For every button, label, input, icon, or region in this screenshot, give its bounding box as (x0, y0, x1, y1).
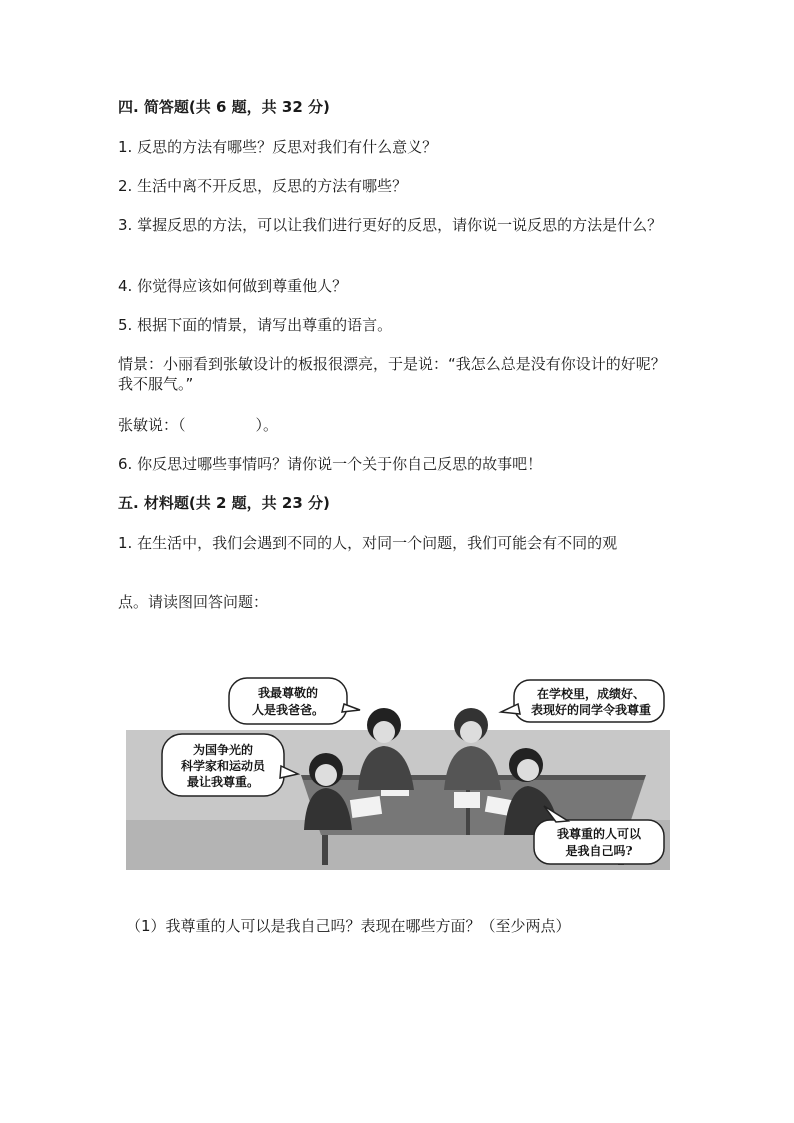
speech-bubble-3 (162, 734, 298, 796)
bubble4-line2: 是我自己吗? (565, 844, 633, 858)
question-6: 6. 你反思过哪些事情吗？请你说一个关于你自己反思的故事吧！ (118, 455, 543, 473)
speech-bubble-1 (229, 678, 360, 724)
material-question-1-line2: 点。请读图回答问题： (118, 593, 269, 611)
sub-question-1: （1）我尊重的人可以是我自己吗？表现在哪些方面？（至少两点） (126, 917, 571, 935)
bubble2-line2: 表现好的同学令我尊重 (530, 703, 652, 717)
bubble3-line2: 科学家和运动员 (180, 759, 266, 773)
answer-line (118, 415, 278, 435)
answer-prefix: 张敏说：（ (118, 416, 186, 434)
speech-bubble-2 (501, 680, 664, 722)
material-question-1-line1: 1. 在生活中，我们会遇到不同的人，对同一个问题，我们可能会有不同的观 (118, 534, 618, 552)
bubble3-line1: 为国争光的 (192, 743, 254, 757)
question-1: 1. 反思的方法有哪些？反思对我们有什么意义？ (118, 138, 438, 156)
bubble3-line3: 最让我尊重。 (186, 775, 260, 789)
bubble1-line1: 我最尊敬的 (257, 686, 319, 700)
section4-heading: 四. 简答题(共 6 题，共 32 分) (118, 98, 330, 116)
bubble1-line2: 人是我爸爸。 (251, 703, 325, 717)
question-2: 2. 生活中离不开反思，反思的方法有哪些？ (118, 177, 408, 195)
scenario-text: 情景：小丽看到张敏设计的板报很漂亮，于是说：“我怎么总是没有你设计的好呢？我不服气。” (118, 355, 666, 393)
bubble2-line1: 在学校里，成绩好、 (536, 687, 646, 701)
bubble4-line1: 我尊重的人可以 (556, 827, 642, 841)
discussion-illustration (126, 670, 670, 870)
section5-heading: 五. 材料题(共 2 题，共 23 分) (118, 494, 330, 512)
question-4: 4. 你觉得应该如何做到尊重他人？ (118, 277, 348, 295)
question-3: 3. 掌握反思的方法，可以让我们进行更好的反思，请你说一说反思的方法是什么？ (118, 216, 663, 234)
answer-suffix: ）。 (255, 416, 279, 434)
question-5: 5. 根据下面的情景，请写出尊重的语言。 (118, 316, 393, 334)
